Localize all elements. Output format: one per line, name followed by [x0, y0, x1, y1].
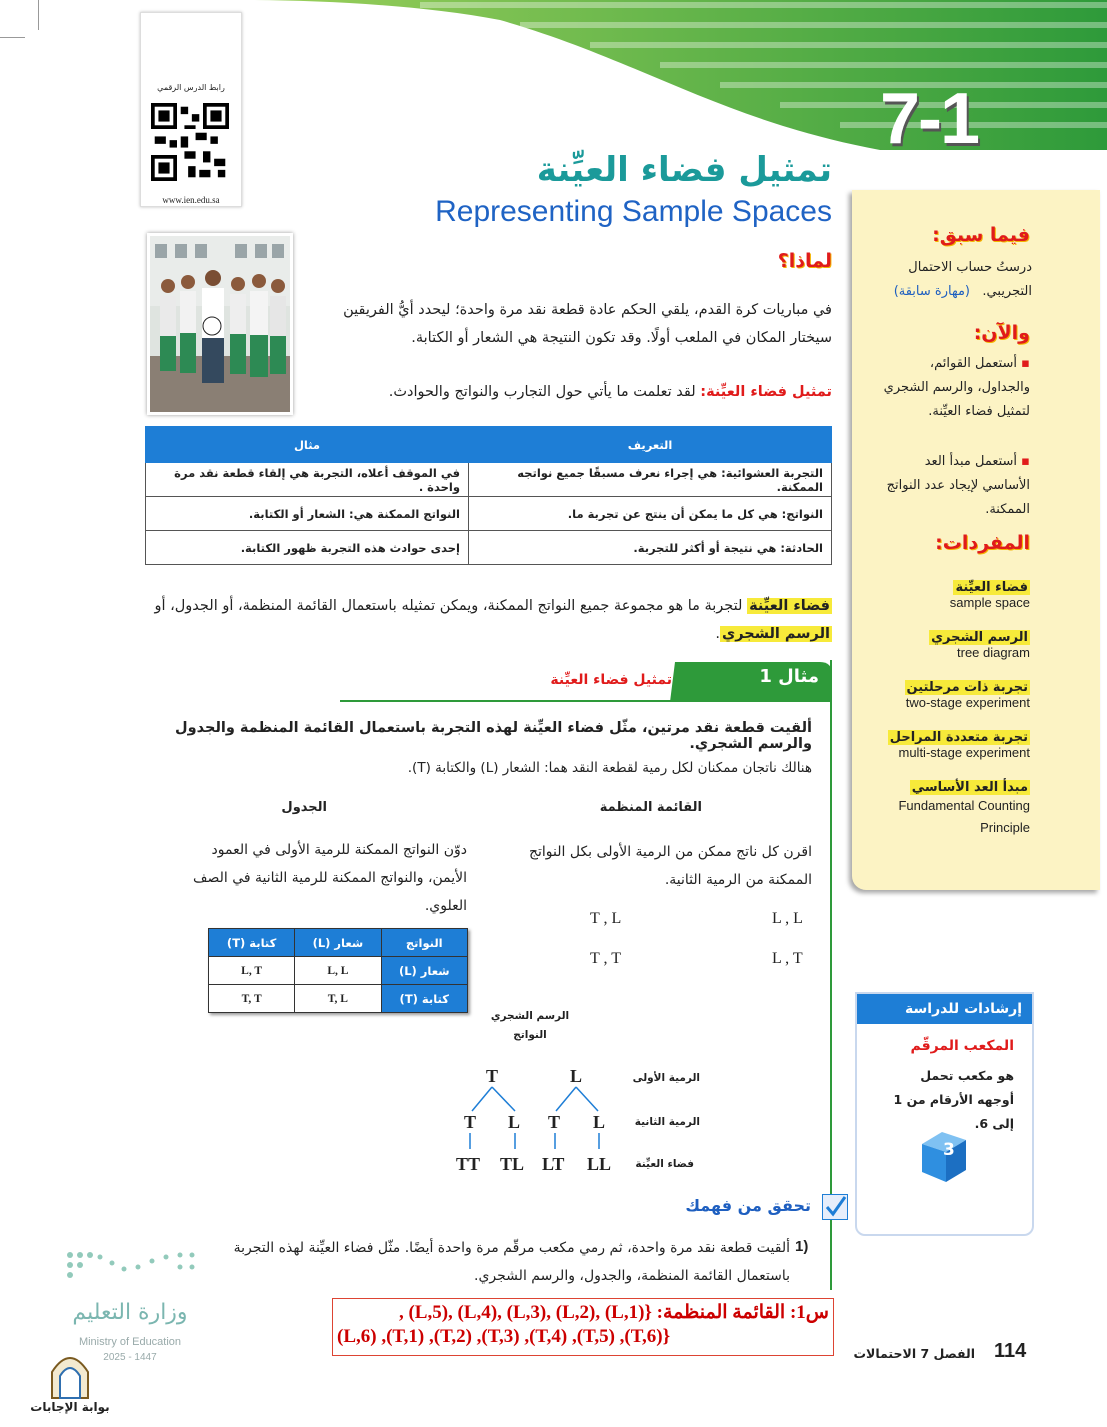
- qr-card[interactable]: [140, 12, 242, 207]
- lesson-title-arabic: تمثيل فضاء العيِّنة: [536, 150, 832, 190]
- check-text: ألقيت قطعة نقد مرة واحدة، ثم رمي مكعب مرقّم مرة واحدة أيضًا. مثّل فضاء العيِّنة لهذه التجربة باستعمال القائمة المنظمة، والجدول، والرسم الشجري.: [233, 1240, 790, 1284]
- table-cell: شعار (L): [381, 957, 468, 985]
- vocab-term-arabic: مبدأ العد الأساسي: [911, 780, 1028, 795]
- qr-url[interactable]: www.ien.edu.sa: [162, 195, 220, 205]
- check-number: 1): [795, 1238, 809, 1255]
- vocab-term-arabic: تجربة ذات مرحلتين: [906, 680, 1028, 695]
- table-header: كتابة (T): [209, 929, 295, 957]
- outcomes-table: [208, 928, 468, 1013]
- tree-node: T: [548, 1112, 561, 1132]
- table-cell: النواتج الممكنة هي: الشعار أو الكتابة.: [146, 497, 469, 531]
- tree-title: الرسم الشجري: [490, 1010, 570, 1022]
- ministry-logo-icon: [60, 1245, 200, 1295]
- answer-line: (L,6) ,(T,1) ,(T,2) ,(T,3) ,(T,4) ,(T,5) ,(T,6)}: [337, 1326, 671, 1347]
- tree-leaf: LT: [542, 1154, 565, 1174]
- list-heading: القائمة المنظمة: [599, 800, 702, 815]
- vocab-term-english: tree diagram: [957, 645, 1030, 660]
- qr-label: رابط الدرس الرقمي: [157, 83, 225, 92]
- check-heading: تحقق من فهمك: [685, 1196, 811, 1215]
- tip-text: هو مكعب تحمل أوجهه الأرقام من 1 إلى 6.: [893, 1068, 1014, 1131]
- table-cell: التجربة العشوائية: هي إجراء نعرف مسبقًا جميع نواتجه الممكنة.: [469, 463, 832, 497]
- portal-name[interactable]: بوابة الإجابات: [30, 1400, 110, 1414]
- sidebar-now-item-text: أستعمل القوائم، والجداول، والرسم الشجري لتمثيل فضاء العيِّنة.: [883, 356, 1030, 419]
- ministry-year: 2025 - 1447: [103, 1352, 157, 1363]
- example-question: ألقيت قطعة نقد مرتين، مثّل فضاء العيِّنة لهذه التجربة باستعمال القائمة المنظمة والجدول والرسم الشجري.: [175, 720, 812, 752]
- football-photo: [147, 233, 293, 415]
- page-number: 114: [994, 1340, 1027, 1362]
- table-row: [146, 463, 832, 497]
- vocab-term-english: two-stage experiment: [905, 695, 1030, 710]
- example-note: هنالك ناتجان ممكنان لكل رمية لقطعة النقد هما: الشعار (L) والكتابة (T).: [407, 760, 812, 776]
- definition-term: الرسم الشجري: [721, 626, 830, 642]
- sidebar-now-heading: والآن:: [973, 322, 1030, 344]
- vocab-item: [890, 776, 1030, 839]
- table-header: مثال: [146, 427, 469, 463]
- sample-space-definition: [145, 592, 832, 648]
- definitions-table: [145, 426, 832, 565]
- checkbox-icon: [822, 1194, 848, 1220]
- tip-heading: إرشادات للدراسة: [857, 994, 1032, 1024]
- tree-first-label: الرمية الأولى: [632, 1072, 700, 1084]
- table-row: [209, 985, 468, 1013]
- table-cell: T, T: [209, 985, 295, 1013]
- sidebar-now-item-text: أستعمل مبدأ العد الأساسي لإيجاد عدد النواتج الممكنة.: [886, 454, 1030, 517]
- ministry-name-arabic: وزارة التعليم: [72, 1300, 188, 1325]
- tree-node: L: [508, 1112, 521, 1132]
- list-pair: L , L: [772, 910, 803, 927]
- sidebar-before-text: درستُ حساب الاحتمال التجريبي.: [908, 260, 1032, 299]
- table-cell: النواتج: هي كل ما يمكن أن ينتج عن تجربة ما.: [469, 497, 832, 531]
- vocab-term-arabic: الرسم الشجري: [931, 630, 1028, 645]
- tree-node: T: [464, 1112, 477, 1132]
- table-cell: T, L: [295, 985, 381, 1013]
- lesson-number: 7-1: [880, 79, 979, 159]
- table-heading: الجدول: [281, 800, 327, 815]
- tree-node: L: [593, 1112, 606, 1132]
- tree-node: L: [570, 1066, 583, 1086]
- vocab-term-english: sample space: [949, 595, 1030, 610]
- table-header: النواتج: [381, 929, 468, 957]
- intro-line: [320, 378, 832, 406]
- table-text: دوّن النواتج الممكنة للرمية الأولى في العمود الأيمن، والنواتج الممكنة للرمية الثانية في الصف العلوي.: [192, 842, 467, 914]
- table-cell: إحدى حوادث هذه التجربة ظهور الكتابة.: [146, 531, 469, 565]
- tree-outcomes-label: النواتج: [513, 1029, 547, 1041]
- table-row: [209, 957, 468, 985]
- table-row: [146, 497, 832, 531]
- sidebar-vocab-heading: المفردات:: [935, 532, 1030, 554]
- intro-text: لقد تعلمت ما يأتي حول التجارب والنواتج والحوادث.: [388, 384, 696, 400]
- lesson-sidebar: [852, 190, 1100, 890]
- ministry-name-english: Ministry of Education: [78, 1336, 182, 1348]
- vocab-term-arabic: تجربة متعددة المراحل: [889, 730, 1028, 745]
- answer-box: [332, 1298, 834, 1356]
- table-cell: L, L: [295, 957, 381, 985]
- definition-end: .: [715, 626, 720, 642]
- portal-logo-icon[interactable]: [48, 1348, 92, 1400]
- vocab-item: [929, 626, 1030, 660]
- vocab-term-arabic: فضاء العيِّنة: [955, 580, 1028, 595]
- vocab-item: [950, 576, 1030, 610]
- answer-line: س1: القائمة المنظمة: {(L,1) ,(L,2) ,(L,3) ,(L,4) ,(L,5) ,: [398, 1302, 829, 1323]
- vocab-term-english: multi-stage experiment: [898, 745, 1030, 760]
- study-tip: [855, 992, 1034, 1236]
- crop-mark: [0, 37, 25, 38]
- list-text: اقرن كل ناتج ممكن من الرمية الأولى بكل النواتج الممكنة من الرمية الثانية.: [528, 844, 812, 888]
- sidebar-now-item: ▪ أستعمل مبدأ العد الأساسي لإيجاد عدد النواتج الممكنة.: [886, 454, 1030, 517]
- tree-leaf: TT: [456, 1154, 481, 1174]
- sidebar-before-heading: فيما سبق:: [932, 224, 1030, 246]
- tree-space-label: فضاء العيِّنة: [635, 1158, 694, 1170]
- table-cell: كتابة (T): [381, 985, 468, 1013]
- tree-second-label: الرمية الثانية: [634, 1116, 700, 1128]
- list-pair: T , T: [590, 950, 621, 967]
- vocab-term-english: Fundamental Counting Principle: [898, 798, 1030, 835]
- cube-number: 3: [943, 1140, 955, 1160]
- example-title: تمثيل فضاء العيِّنة: [550, 672, 672, 688]
- vocab-item: [888, 726, 1030, 760]
- tip-subheading: المكعب المرقّم: [910, 1038, 1014, 1054]
- sidebar-before-tag: (مهارة سابقة): [893, 284, 970, 299]
- table-row: [146, 531, 832, 565]
- vocab-item: [905, 676, 1030, 710]
- list-pair: L , T: [772, 950, 803, 967]
- qr-code-icon[interactable]: [151, 103, 229, 181]
- tree-node: T: [486, 1066, 499, 1086]
- crop-mark: [38, 0, 39, 30]
- table-cell: L, T: [209, 957, 295, 985]
- table-header: شعار (L): [295, 929, 381, 957]
- why-text: في مباريات كرة القدم، يلقي الحكم عادة قطعة نقد مرة واحدة؛ ليحدد أيُّ الفريقين سيختار المكان في الملعب أولًا. وقد تكون النتيجة هي الشعار أو الكتابة.: [343, 302, 832, 346]
- sidebar-now-item: ▪ أستعمل القوائم، والجداول، والرسم الشجري لتمثيل فضاء العيِّنة.: [883, 356, 1030, 419]
- definition-text: لتجربة ما هو مجموعة جميع النواتج الممكنة، ويمكن تمثيله باستعمال القائمة المنظمة، أو الجدول، أو: [154, 598, 743, 614]
- tree-leaf: TL: [500, 1154, 525, 1174]
- table-cell: الحادثة: هي نتيجة أو أكثر للتجربة.: [469, 531, 832, 565]
- intro-heading: تمثيل فضاء العيِّنة:: [700, 384, 832, 400]
- lesson-title-english: Representing Sample Spaces: [435, 195, 832, 228]
- example-label: مثال 1: [759, 666, 819, 687]
- chapter-label: الفصل 7 الاحتمالات: [853, 1346, 975, 1361]
- table-cell: في الموقف أعلاه، التجربة هي إلقاء قطعة نقد مرة واحدة .: [146, 463, 469, 497]
- tree-leaf: LL: [587, 1154, 612, 1174]
- list-pair: T , L: [590, 910, 622, 927]
- table-header: التعريف: [469, 427, 832, 463]
- definition-term: فضاء العيِّنة: [749, 598, 830, 614]
- why-heading: لماذا؟: [777, 250, 832, 272]
